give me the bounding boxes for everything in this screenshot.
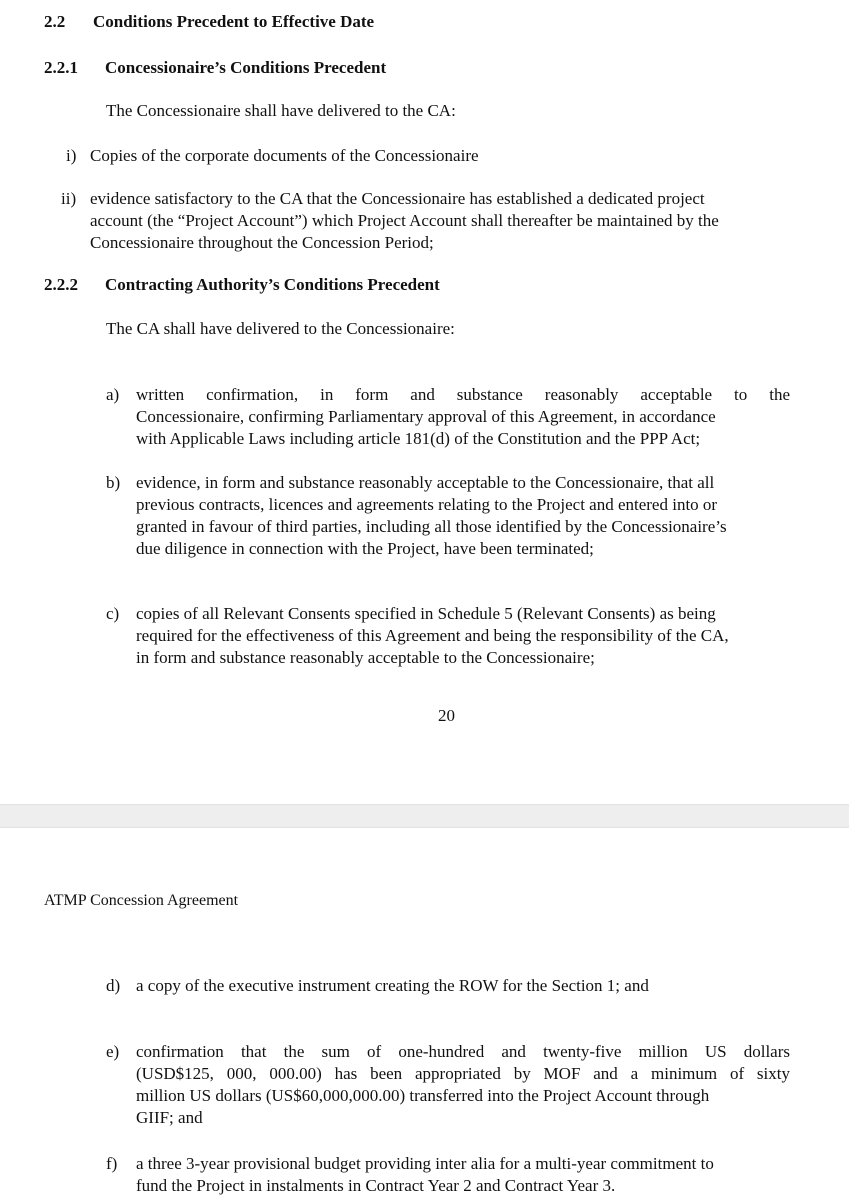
list-item-line: previous contracts, licences and agreements relating to the Project and entered into or [136, 495, 718, 514]
list-item-line: granted in favour of third parties, including all those identified by the Concessionaire’s [136, 517, 727, 536]
list-item-line: (USD$125, 000, 000.00) has been appropriated by MOF and a minimum of sixty [136, 1064, 790, 1083]
list-marker: ii) [61, 189, 77, 208]
list-item-line: required for the effectiveness of this Agreement and being the responsibility of the CA, [136, 626, 729, 645]
list-item-line: a copy of the executive instrument creating the ROW for the Section 1; and [136, 976, 649, 995]
section-title: Conditions Precedent to Effective Date [93, 12, 375, 31]
section-number: 2.2 [44, 12, 66, 31]
list-marker: d) [106, 976, 121, 995]
list-marker: i) [66, 146, 77, 165]
list-item-line: in form and substance reasonably acceptable to the Concessionaire; [136, 648, 595, 667]
subsection-intro-2-2-1: The Concessionaire shall have delivered to the CA: [106, 101, 456, 120]
list-item-line: fund the Project in instalments in Contract Year 2 and Contract Year 3. [136, 1176, 616, 1195]
subsection-number-2-2-1: 2.2.1 [44, 58, 78, 77]
list-item-line: copies of all Relevant Consents specified in Schedule 5 (Relevant Consents) as being [136, 604, 716, 623]
list-item-line: with Applicable Laws including article 181(d) of the Constitution and the PPP Act; [136, 429, 701, 448]
list-marker: e) [106, 1042, 120, 1061]
subsection-title-2-2-1: Concessionaire’s Conditions Precedent [105, 58, 387, 77]
page-separator [0, 804, 849, 828]
running-header: ATMP Concession Agreement [44, 892, 239, 909]
list-item-line: evidence, in form and substance reasonably acceptable to the Concessionaire, that all [136, 473, 715, 492]
list-marker: f) [106, 1154, 118, 1173]
list-item-line: Concessionaire, confirming Parliamentary approval of this Agreement, in accordance [136, 407, 716, 426]
list-item-line: evidence satisfactory to the CA that the Concessionaire has established a dedicated project [90, 189, 705, 208]
list-marker: c) [106, 604, 120, 623]
list-item-line: written confirmation, in form and substance reasonably acceptable to the [136, 385, 790, 404]
list-item-line: GIIF; and [136, 1108, 203, 1127]
list-item-line: a three 3-year provisional budget providing inter alia for a multi-year commitment to [136, 1154, 714, 1173]
page-21 [0, 828, 849, 1200]
list-item-line: million US dollars (US$60,000,000.00) transferred into the Project Account through [136, 1086, 710, 1105]
list-item-line: Concessionaire throughout the Concession Period; [90, 233, 434, 252]
subsection-intro-2-2-2: The CA shall have delivered to the Concessionaire: [106, 319, 455, 338]
subsection-title-2-2-2: Contracting Authority’s Conditions Precedent [105, 275, 440, 294]
list-item-line: confirmation that the sum of one-hundred and twenty-five million US dollars [136, 1042, 790, 1061]
list-item-line: account (the “Project Account”) which Project Account shall thereafter be maintained by the [90, 211, 719, 230]
list-marker: a) [106, 385, 120, 404]
list-marker: b) [106, 473, 121, 492]
subsection-number-2-2-2: 2.2.2 [44, 275, 78, 294]
list-item-text: Copies of the corporate documents of the Concessionaire [90, 146, 479, 165]
list-item-line: due diligence in connection with the Project, have been terminated; [136, 539, 594, 558]
page-number: 20 [438, 706, 455, 725]
